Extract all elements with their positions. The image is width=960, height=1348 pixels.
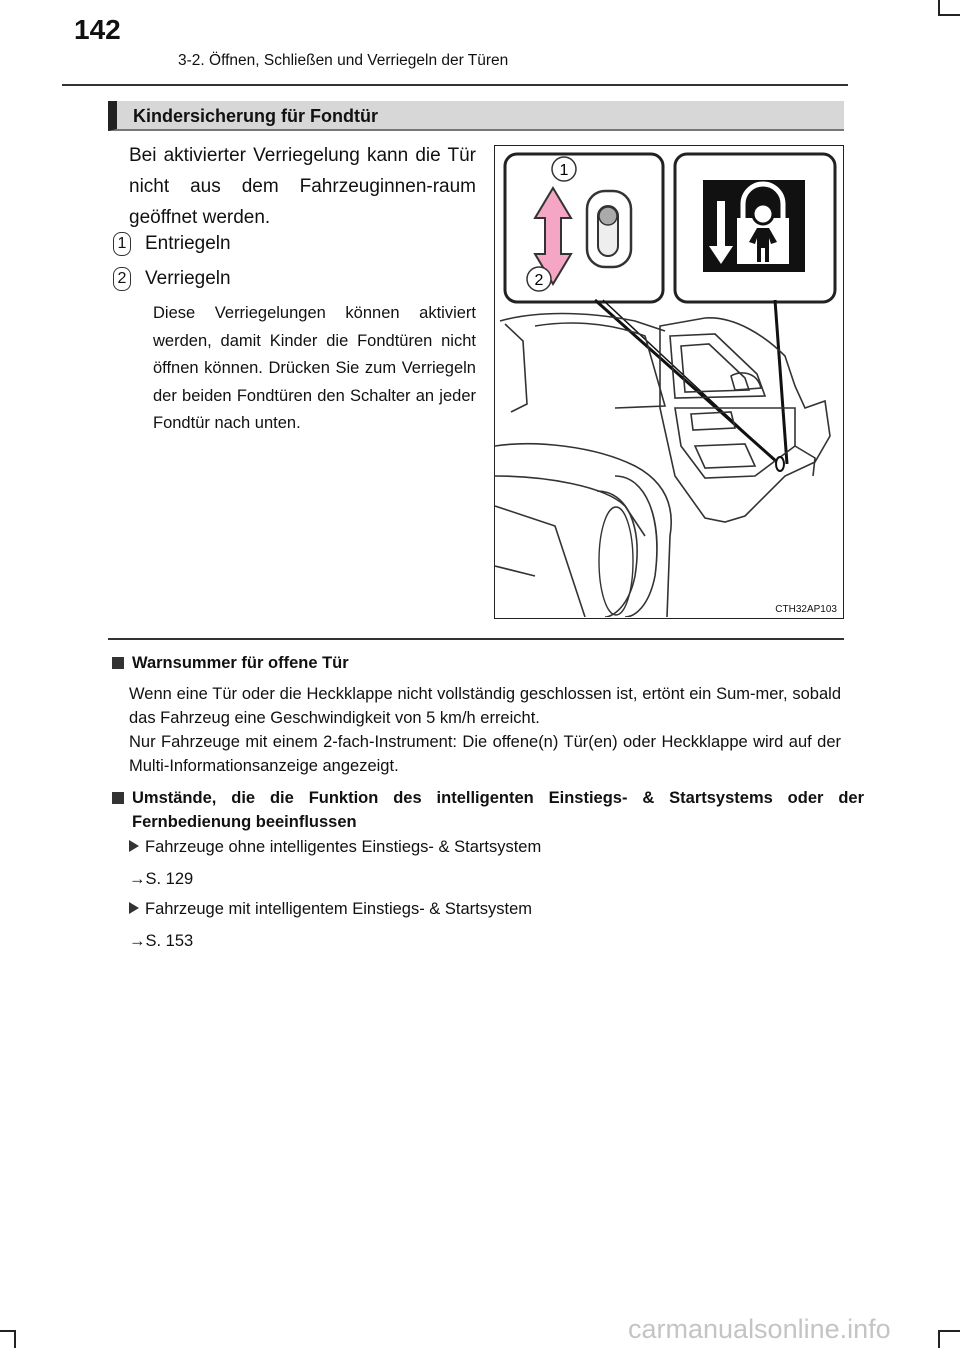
leader-line <box>603 300 783 468</box>
callout-2-label: 2 <box>534 272 544 289</box>
item-with-smart-entry: Fahrzeuge mit intelligentem Einstiegs- & Startsystem <box>129 900 532 919</box>
square-bullet-icon <box>112 792 124 804</box>
square-bullet-icon <box>112 657 124 669</box>
leader-line <box>775 300 787 464</box>
crop-mark <box>938 14 960 16</box>
step-label: Entriegeln <box>145 233 231 255</box>
child-lock-switch-on-door <box>776 457 784 471</box>
crop-mark <box>14 1330 16 1348</box>
crop-mark <box>938 0 940 14</box>
crop-mark <box>938 1330 960 1332</box>
figure-code: CTH32AP103 <box>775 604 837 615</box>
child-icon <box>753 204 773 224</box>
running-header: 3-2. Öffnen, Schließen und Verriegeln der Türen <box>178 52 509 69</box>
item-without-smart-entry: Fahrzeuge ohne intelligentes Einstiegs- & Startsystem <box>129 838 541 857</box>
child-lock-illustration <box>495 146 842 617</box>
switch-knob <box>599 207 617 225</box>
step-number: 2 <box>113 267 131 291</box>
section-divider <box>108 638 844 640</box>
step-number: 1 <box>113 232 131 256</box>
umstaende-heading: Umstände, die die Funktion des intelligenten Einstiegs- & Startsystems oder der Fernbedienung beeinflussen <box>112 786 864 834</box>
note-text: Diese Verriegelungen können aktiviert werden, damit Kinder die Fondtüren nicht öffnen können. Drücken Sie zum Verriegeln der beiden Fondtüren den Schalter an jeder Fondtür nach unten. <box>153 304 476 432</box>
crop-mark <box>938 1330 940 1348</box>
triangle-bullet-icon <box>129 840 139 852</box>
callout-1-label: 1 <box>559 162 569 179</box>
page-reference-153[interactable]: →S. 153 <box>129 932 194 950</box>
section-heading <box>108 101 844 131</box>
section-title: Kindersicherung für Fondtür <box>133 106 378 126</box>
crop-mark <box>0 1330 14 1332</box>
page-reference-129[interactable]: →S. 129 <box>129 870 194 888</box>
warnsummer-heading: Warnsummer für offene Tür <box>112 654 349 673</box>
step-unlock <box>113 232 231 256</box>
step-label: Verriegeln <box>145 268 231 290</box>
triangle-bullet-icon <box>129 902 139 914</box>
warnsummer-text-1: Wenn eine Tür oder die Heckklappe nicht vollständig geschlossen ist, ertönt ein Sum-mer, sobald das Fahrzeug eine Geschwindigkeit von 5 km/h erreicht. <box>129 685 841 727</box>
intro-text: Bei aktivierter Verriegelung kann die Tür nicht aus dem Fahrzeuginnen-raum geöffnet werden. <box>129 145 476 228</box>
wheel <box>599 507 633 615</box>
page-number: 142 <box>74 14 121 45</box>
step-lock <box>113 267 231 291</box>
warnsummer-text-2: Nur Fahrzeuge mit einem 2-fach-Instrument: Die offene(n) Tür(en) oder Heckklappe wird auf der Multi-Informationsanzeige angezeigt. <box>129 733 841 775</box>
header-rule <box>62 84 848 86</box>
child-lock-figure <box>494 145 844 619</box>
watermark: carmanualsonline.info <box>628 1314 891 1344</box>
